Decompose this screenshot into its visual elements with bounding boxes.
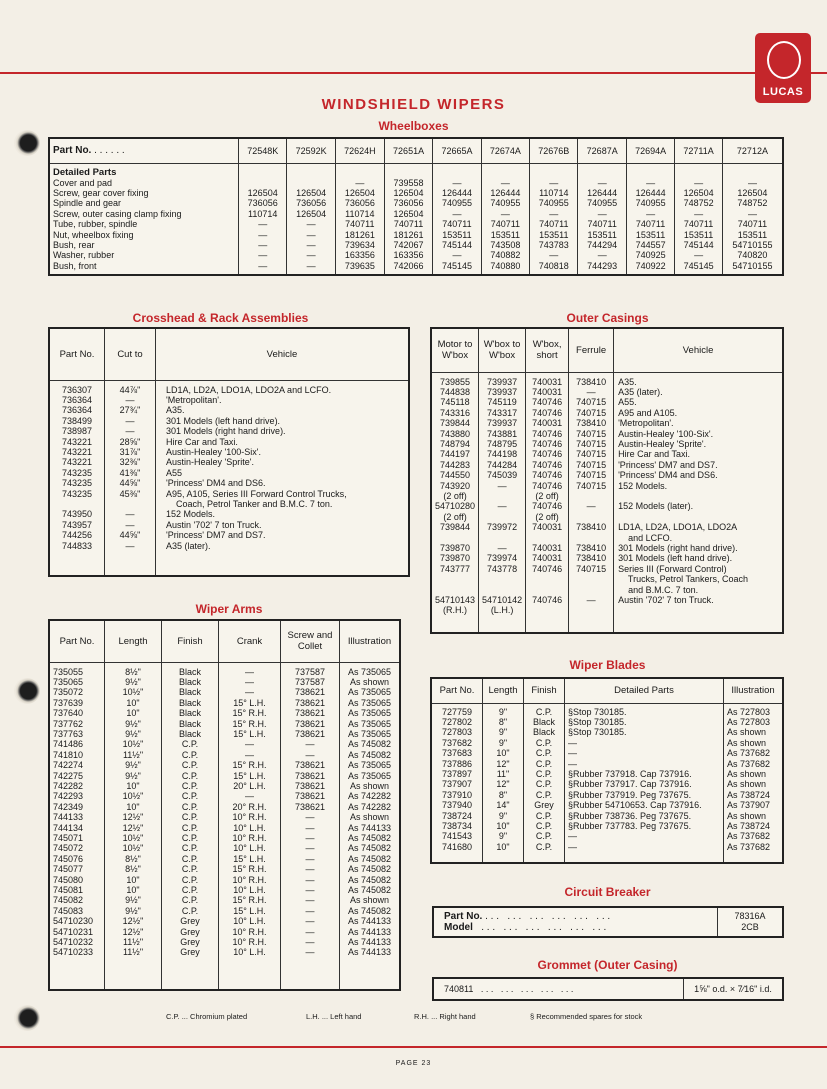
wheelbox-row <box>49 209 783 219</box>
punch-hole-bottom <box>14 1005 40 1031</box>
wheelbox-cell: — <box>239 240 287 250</box>
wheelbox-cell: 110714 <box>335 209 384 219</box>
logo-emblem-icon <box>767 41 801 79</box>
crosshead-cut-lengths: 44⅞" — 27¾" — — 28⅝" 31⅞" 32⅜" 41⅜" 44⅝" 45⅜" — — 44⅝" — <box>105 380 156 576</box>
wheelbox-cell: 126504 <box>384 209 432 219</box>
arms-header-length: Length <box>105 620 162 662</box>
wheelbox-cell: — <box>530 250 578 260</box>
wheelbox-cell: — <box>239 230 287 240</box>
wheelbox-cell: 745145 <box>675 261 723 271</box>
wheelbox-cell: 126504 <box>335 188 384 198</box>
wheelbox-cell: — <box>287 250 335 260</box>
casings-motor-col: 739855 744838 745118 743316 739844 743880 748794 744197 744283 744550 743920 (2 off) 54710280 (2 off) 739844 739870 739870 743777 54710143 (R.H.) <box>435 376 476 616</box>
wheelbox-cell: 740711 <box>384 219 432 229</box>
wheelbox-row <box>49 198 783 208</box>
wheelbox-part-number: 72592K <box>287 138 335 163</box>
wheelbox-cell: 740955 <box>433 198 481 208</box>
wheelbox-cell: 740711 <box>722 219 783 229</box>
wheelbox-cell: 740955 <box>626 198 674 208</box>
wheelbox-cell: — <box>675 178 723 188</box>
arms-finish-col: Black Black Black Black Black Black Black C.P. C.P. C.P. C.P. C.P. C.P. C.P. C.P. C.P. C.P. C.P. C.P. C.P. C.P. C.P. C.P. C.P. Grey Grey Grey Grey <box>162 662 219 990</box>
wheelbox-cell: 153511 <box>433 230 481 240</box>
wheelbox-cell: 740818 <box>530 261 578 271</box>
crosshead-vehicles: LD1A, LD2A, LDO1A, LDO2A and LCFO. 'Metropolitan'. A35. 301 Models (left hand drive). 301 Models (right hand drive). Hire Car and Taxi. Austin-Healey '100-Six'. Austin-Healey 'Sprite'. A55 'Princess' DM4 and DS6. A95, A105, Series III Forward Control Trucks, Coach, Petrol Tanker and B.M.C. 7 ton. 152 Models. Austin '702' 7 ton Truck. 'Princess' DM7 and DS7. A35 (later). <box>156 380 410 576</box>
wiper-blades-table <box>430 677 784 864</box>
wheelbox-cell: 163356 <box>335 250 384 260</box>
blades-illustration-col: As 727803 As 727803 As shown As shown As 737682 As 737682 As shown As shown As 738724 As 737907 As shown As 738724 As 737682 As 737682 <box>724 703 784 863</box>
wheelbox-cell: — <box>239 261 287 271</box>
wheelbox-cell: 744293 <box>578 261 626 271</box>
wheelbox-cell: — <box>335 178 384 188</box>
arms-header-part-no: Part No. <box>49 620 105 662</box>
wheelboxes-table: Part No. . . . . . . 72548K 72592K 72624H 72651A 72665A 72674A 72676B 72687A 72694A 72711A 72712A Detailed Parts Cover and pad — 739558 — — — — — — — Screw, gear cover fixing 126504 126504 126504 126504 126444 126444 110714 126444 126444 126504 126504 Spindle and gear 736056 736056 736056 736056 740955 740955 740955 740955 740955 748752 748752 Screw, outer casing clamp fixing 110714 126504 110714 126504 — — — — — — — Tube, rubber, spindle — — 740711 740711 740711 740711 740711 740711 740711 740711 740711 Nut, wheelbox fixing — — 181261 181261 153511 153511 153511 153511 153511 153511 153511 Bush, rear — — 739634 742067 745144 743508 743783 744294 744557 745144 54710155 Washer, rubber — — 163356 163356 — 740882 — — 740925 — 740820 Bush, front — — 739635 742066 745145 740880 740818 744293 740922 745145 54710155 <box>48 137 784 276</box>
circuit-breaker-title: Circuit Breaker <box>564 885 651 899</box>
wheelbox-cell: — <box>481 178 529 188</box>
wheelbox-cell <box>287 178 335 188</box>
legend-rh: R.H. ... Right hand <box>414 1012 476 1021</box>
wheelbox-cell: 745145 <box>433 261 481 271</box>
wheelbox-part-number: 72687A <box>578 138 626 163</box>
wheelbox-cell: 740711 <box>578 219 626 229</box>
wheelbox-part-number: 72711A <box>675 138 723 163</box>
arms-length-col: 8½" 9½" 10½" 10" 10" 9½" 9½" 10½" 11½" 9½" 9½" 10" 10½" 10" 12½" 12½" 10½" 10½" 8½" 8½" 10" 10" 9½" 9½" 12½" 12½" 11½" 11½" <box>105 662 162 990</box>
wheelbox-cell: — <box>722 178 783 188</box>
arms-header-crank: Crank <box>219 620 281 662</box>
wheelbox-cell: 126504 <box>287 188 335 198</box>
casings-header-wbox: W'box to W'box <box>479 328 526 372</box>
wheelbox-part-number: 72651A <box>384 138 432 163</box>
wheelbox-cell: — <box>675 209 723 219</box>
wheelbox-row-label: Screw, outer casing clamp fixing <box>53 208 182 219</box>
wheelbox-cell: 745144 <box>675 240 723 250</box>
blades-length-col: 9" 8" 9" 9" 10" 12" 11" 12" 8" 14" 9" 10" 9" 10" <box>483 703 524 863</box>
wiper-blades-title: Wiper Blades <box>569 658 646 672</box>
wheelbox-cell: — <box>578 250 626 260</box>
circuit-breaker-label-part: Part No. <box>444 911 483 922</box>
wheelbox-cell: 153511 <box>578 230 626 240</box>
arms-screw-col: 737587 737587 738621 738621 738621 738621 738621 — — 738621 738621 738621 738621 738621 — — — — — — — — — — — — — — <box>281 662 340 990</box>
blades-header-finish: Finish <box>524 678 565 703</box>
blades-header-length: Length <box>483 678 524 703</box>
wheelbox-cell: 126444 <box>578 188 626 198</box>
wheelbox-cell: 126504 <box>287 209 335 219</box>
circuit-breaker-model-value: 2CB <box>741 922 759 932</box>
crosshead-header-cut-to: Cut to <box>105 328 156 380</box>
wheelbox-cell: 739634 <box>335 240 384 250</box>
wheelbox-row-label: Nut, wheelbox fixing <box>53 229 134 240</box>
casings-ferrule-col: 738410 — 740715 740715 738410 740715 740715 740715 740715 740715 740715 — 738410 738410 738410 740715 — <box>569 372 614 633</box>
crosshead-header-part-no: Part No. <box>49 328 105 380</box>
wheelbox-cell: — <box>287 240 335 250</box>
outer-casings-title: Outer Casings <box>566 311 649 325</box>
wheelbox-cell: 740711 <box>626 219 674 229</box>
wheelbox-cell: 126504 <box>384 188 432 198</box>
wheelbox-row <box>49 230 783 240</box>
wheelbox-cell: 736056 <box>239 198 287 208</box>
wheelbox-cell: 126504 <box>239 188 287 198</box>
punch-hole-middle <box>14 678 40 704</box>
blades-detail-col: §Stop 730185. §Stop 730185. §Stop 730185. — — — §Rubber 737918. Cap 737916. §Rubber 737917. Cap 737916. §Rubber 737919. Peg 737675. §Rubber 54710653. Cap 737916. §Rubber 738736. Peg 737675. §Rubber 737783. Peg 737675. — — <box>565 703 724 863</box>
blades-part-col: 727759 727802 727803 737682 737683 737886 737897 737907 737910 737940 738724 738734 741543 741680 <box>441 706 473 852</box>
wheelbox-cell: 748752 <box>722 198 783 208</box>
wheelbox-cell: 153511 <box>675 230 723 240</box>
top-red-rule <box>0 72 827 74</box>
grommet-size: 1⅝" o.d. × 7⁄16" i.d. <box>684 978 784 1000</box>
wheelbox-row <box>49 178 783 188</box>
grommet-table: 740811 . . . . . . . . . . . . . . . 1⅝" o.d. × 7⁄16" i.d. <box>432 977 784 1001</box>
wheelbox-cell: — <box>530 178 578 188</box>
wheelbox-cell: 740711 <box>433 219 481 229</box>
wheelbox-cell: — <box>287 219 335 229</box>
wheelbox-part-number: 72548K <box>239 138 287 163</box>
wheelbox-cell: 126444 <box>626 188 674 198</box>
wheelbox-cell: 742067 <box>384 240 432 250</box>
detailed-parts-label: Detailed Parts <box>53 166 117 178</box>
blades-header-part-no: Part No. <box>431 678 483 703</box>
wheelbox-row-label: Spindle and gear <box>53 198 122 209</box>
wheelbox-cell: 181261 <box>335 230 384 240</box>
wheelbox-cell: 743783 <box>530 240 578 250</box>
wheelboxes-rows <box>49 178 783 276</box>
casings-header-ferrule: Ferrule <box>569 328 614 372</box>
wheelbox-cell: 739558 <box>384 178 432 188</box>
wiper-arms-title: Wiper Arms <box>195 602 263 616</box>
wheelbox-cell: — <box>433 178 481 188</box>
wheelbox-cell: — <box>433 209 481 219</box>
crosshead-title: Crosshead & Rack Assemblies <box>132 311 309 325</box>
wheelbox-row-label: Cover and pad <box>53 177 113 188</box>
casings-wbox-col: 739937 739937 745119 743317 739937 743881 748795 744198 744284 745039 — — 739972 — 739974 743778 54710142 (L.H.) <box>479 372 526 633</box>
wheelbox-cell: 110714 <box>530 188 578 198</box>
arms-illustration-col: As 735065 As shown As 735065 As 735065 As 735065 As 735065 As 735065 As 745082 As 745082 As 735065 As 735065 As shown As 742282 As 742282 As shown As 744133 As 745082 As 745082 As 745082 As 745082 As 745082 As 745082 As shown As 745082 As 744133 As 744133 As 744133 As 744133 <box>340 662 401 990</box>
blades-header-detailed: Detailed Parts <box>565 678 724 703</box>
casings-header-short: W'box, short <box>526 328 569 372</box>
wheelbox-row-label: Screw, gear cover fixing <box>53 187 149 198</box>
wheelbox-row <box>49 240 783 250</box>
wheelbox-row-label: Washer, rubber <box>53 250 115 261</box>
crosshead-table <box>48 327 410 577</box>
wheelbox-part-number: 72665A <box>433 138 481 163</box>
wheelbox-cell: — <box>239 250 287 260</box>
wheelbox-row-label: Bush, rear <box>53 239 95 250</box>
grommet-title: Grommet (Outer Casing) <box>537 958 678 972</box>
wheelbox-cell: 126444 <box>433 188 481 198</box>
wheelbox-cell: 736056 <box>384 198 432 208</box>
wheelbox-cell: 740711 <box>530 219 578 229</box>
wheelbox-row <box>49 219 783 229</box>
wheelbox-cell: — <box>722 209 783 219</box>
wheelbox-cell: 153511 <box>481 230 529 240</box>
circuit-breaker-table: Part No. . . . . . . . . . . . . . . . . . . Model . . . . . . . . . . . . . . . . . . 78316A 2CB <box>432 906 784 938</box>
wheelbox-cell: 126504 <box>675 188 723 198</box>
circuit-breaker-label-model: Model <box>444 922 473 933</box>
wheelbox-cell: 743508 <box>481 240 529 250</box>
wheelbox-cell: — <box>530 209 578 219</box>
circuit-breaker-part-value: 78316A <box>734 911 766 921</box>
wheelbox-cell: 163356 <box>384 250 432 260</box>
wheelbox-cell: 54710155 <box>722 261 783 271</box>
wheelbox-cell: 740955 <box>530 198 578 208</box>
wheelbox-cell: 740880 <box>481 261 529 271</box>
blades-header-illustration: Illustration <box>724 678 784 703</box>
wheelbox-cell: — <box>578 178 626 188</box>
wheelbox-part-number: 72694A <box>626 138 674 163</box>
arms-header-finish: Finish <box>162 620 219 662</box>
crosshead-part-numbers: 736307 736364 736364 738499 738987 743221 743221 743221 743235 743235 743235 743950 743957 744256 744833 <box>61 384 93 551</box>
legend-lh: L.H. ... Left hand <box>306 1012 362 1021</box>
wheelbox-cell: — <box>626 209 674 219</box>
page-number: PAGE 23 <box>395 1060 432 1067</box>
wheelbox-cell: 740925 <box>626 250 674 260</box>
casings-header-vehicle: Vehicle <box>614 328 783 372</box>
wheelbox-cell: 181261 <box>384 230 432 240</box>
wheelbox-cell: 740820 <box>722 250 783 260</box>
wheelbox-cell: 153511 <box>530 230 578 240</box>
wheelbox-cell: 739635 <box>335 261 384 271</box>
wheelbox-cell: 740955 <box>578 198 626 208</box>
wheelbox-cell: — <box>287 261 335 271</box>
lucas-logo <box>755 33 811 103</box>
wheelbox-cell: 740711 <box>481 219 529 229</box>
wheelbox-part-number: 72676B <box>530 138 578 163</box>
wheelbox-cell: 126444 <box>481 188 529 198</box>
wheelbox-cell: 740882 <box>481 250 529 260</box>
wheelbox-cell: 126504 <box>722 188 783 198</box>
wheelbox-cell: — <box>433 250 481 260</box>
wheelboxes-title: Wheelboxes <box>378 119 449 133</box>
wiper-arms-table <box>48 619 401 991</box>
wheelbox-cell: 110714 <box>239 209 287 219</box>
wheelbox-cell: 740955 <box>481 198 529 208</box>
wheelbox-cell: 153511 <box>626 230 674 240</box>
bottom-red-rule <box>0 1046 827 1048</box>
arms-header-illustration: Illustration <box>340 620 401 662</box>
casings-header-motor: Motor to W'box <box>431 328 479 372</box>
arms-header-screw-collet: Screw and Collet <box>281 620 340 662</box>
wheelbox-cell: 54710155 <box>722 240 783 250</box>
crosshead-header-vehicle: Vehicle <box>156 328 410 380</box>
wheelbox-cell: — <box>239 219 287 229</box>
wheelbox-cell: — <box>287 230 335 240</box>
wheelbox-cell: 742066 <box>384 261 432 271</box>
wheelbox-part-number: 72674A <box>481 138 529 163</box>
wheelbox-row <box>49 250 783 260</box>
wheelbox-row <box>49 261 783 271</box>
page-title: WINDSHIELD WIPERS <box>321 96 506 113</box>
wheelbox-row-label: Tube, rubber, spindle <box>53 219 138 230</box>
arms-crank-col: — — — 15° L.H. 15° R.H. 15° R.H. 15° L.H. — — 15° R.H. 15° L.H. 20° L.H. — 20° R.H. 10° R.H. 10° L.H. 10° R.H. 10° L.H. 15° L.H. 15° R.H. 10° R.H. 10° L.H. 15° R.H. 15° L.H. 10° L.H. 10° R.H. 10° R.H. 10° L.H. <box>219 662 281 990</box>
wheelboxes-part-no-label: Part No. <box>53 145 92 157</box>
wheelbox-cell <box>239 178 287 188</box>
arms-part-col: 735055 735065 735072 737639 737640 737762 737763 741486 741810 742274 742275 742282 742293 742349 744133 744134 745071 745072 745076 745077 745080 745081 745082 745083 54710230 54710231 54710232 54710233 <box>53 666 94 958</box>
wheelbox-cell: 745144 <box>433 240 481 250</box>
wheelbox-cell: — <box>578 209 626 219</box>
wheelbox-cell: 736056 <box>287 198 335 208</box>
wheelbox-cell: 744557 <box>626 240 674 250</box>
wheelbox-row <box>49 188 783 198</box>
wheelbox-cell: 744294 <box>578 240 626 250</box>
wheelbox-part-number: 72712A <box>722 138 783 163</box>
punch-hole-top <box>14 130 40 156</box>
wheelbox-cell: 153511 <box>722 230 783 240</box>
legend-spares: § Recommended spares for stock <box>530 1012 643 1021</box>
wheelbox-part-number: 72624H <box>335 138 384 163</box>
wheelbox-cell: 748752 <box>675 198 723 208</box>
outer-casings-table <box>430 327 784 634</box>
wheelbox-row-label: Bush, front <box>53 260 97 271</box>
grommet-part: 740811 <box>444 983 474 994</box>
wheelbox-cell: — <box>626 178 674 188</box>
casings-short-col: 740031 740031 740746 740746 740031 740746 740746 740746 740746 740746 740746 (2 off) 740746 (2 off) 740031 740031 740031 740746 740746 <box>526 372 569 633</box>
wheelbox-cell: 736056 <box>335 198 384 208</box>
wheelbox-cell: — <box>481 209 529 219</box>
wheelbox-cell: 740711 <box>675 219 723 229</box>
wheelbox-cell: 740922 <box>626 261 674 271</box>
casings-vehicle-col: A35. A35 (later). A55. A95 and A105. 'Metropolitan'. Austin-Healey '100-Six'. Austin-Healey 'Sprite'. Hire Car and Taxi. 'Princess' DM7 and DS7. 'Princess' DM4 and DS6. 152 Models. 152 Models (later). LD1A, LD2A, LDO1A, LDO2A and LCFO. 301 Models (right hand drive). 301 Models (left hand drive). Series III (Forward Control) Trucks, Petrol Tankers, Coach and B.M.C. 7 ton. Austin '702' 7 ton Truck. <box>614 372 783 633</box>
blades-finish-col: C.P. Black Black C.P. C.P. C.P. C.P. C.P. C.P. Grey C.P. C.P. C.P. C.P. <box>524 703 565 863</box>
legend-cp: C.P. ... Chromium plated <box>166 1012 248 1021</box>
logo-wordmark: LUCAS <box>762 86 804 98</box>
wheelbox-cell: — <box>675 250 723 260</box>
wheelbox-cell: 740711 <box>335 219 384 229</box>
